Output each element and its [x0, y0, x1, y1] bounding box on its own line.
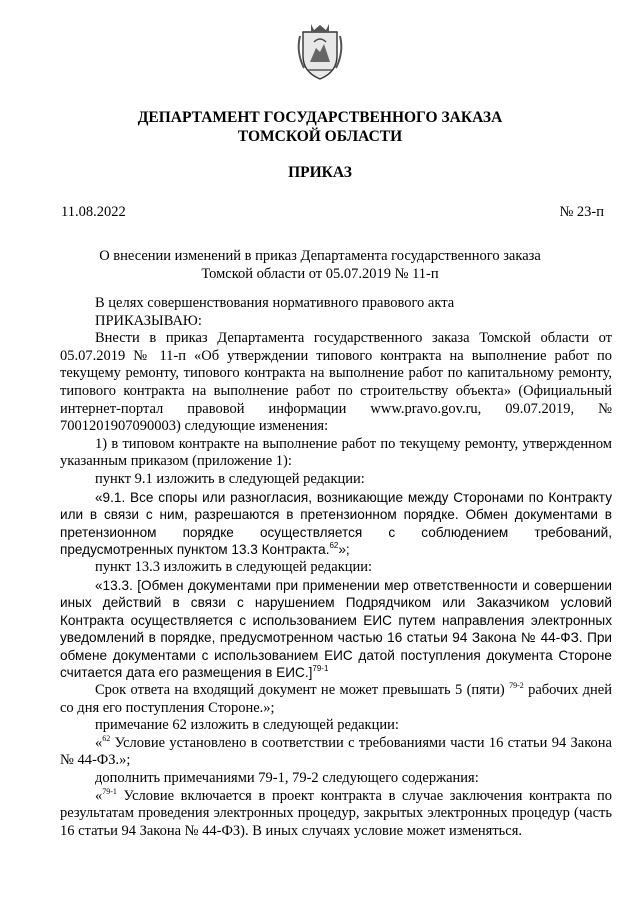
order-date: 11.08.2022 — [61, 204, 126, 220]
department-title-line2: ТОМСКОЙ ОБЛАСТИ — [237, 128, 403, 145]
paragraph-clause-13-3-text — [60, 577, 612, 683]
paragraph-note-79-1-text — [60, 788, 612, 841]
order-directive: ПРИКАЗЫВАЮ: — [95, 312, 202, 329]
coat-of-arms-icon — [294, 22, 346, 82]
order-number: № 23-п — [559, 204, 604, 220]
subject-line2: Томской области от 05.07.2019 № 11-п — [201, 266, 439, 282]
note-79-1-text: Условие включается в проект контракта в случае заключения контракта по результатам проведения электронных процедур, закрытых электронных процедур (часть 16 статьи 94 Закона № 44-ФЗ). В иных случаях условие может изменяться. — [60, 787, 612, 839]
paragraph-amend: Внести в приказ Департамента государственного заказа Томской области от 05.07.2019 № 11-п «Об утверждении типового контракта на выполнение работ по текущему ремонту, типового контракта на выполнение работ по капитальному ремонту, типового контракта на выполнение работ по строительству объекта» (Официальный интернет-портал правовой информации www.pravo.gov.ru, 09.07.2019, № 7001201907090003) следующие изменения: — [60, 330, 612, 435]
clause-9-1-end: »; — [338, 542, 350, 558]
paragraph-response-term — [60, 682, 612, 717]
document-body — [60, 295, 612, 840]
document-type: ПРИКАЗ — [288, 164, 352, 181]
paragraph-note-62-text — [60, 735, 612, 770]
paragraph-notes-79-intro: дополнить примечаниями 79-1, 79-2 следующего содержания: — [95, 770, 479, 787]
note-79-1-open: « — [95, 787, 103, 804]
response-term-text: Срок ответа на входящий документ не может превышать 5 (пяти) — [95, 682, 510, 699]
paragraph-clause-13-3-intro: пункт 13.3 изложить в следующей редакции: — [95, 558, 373, 575]
subject-line1: О внесении изменений в приказ Департамента государственного заказа — [99, 248, 541, 264]
footnote-ref-62: 62 — [329, 541, 339, 551]
paragraph-clause-9-1-text — [60, 489, 612, 559]
note-79-1-mark: 79-1 — [102, 786, 117, 796]
paragraph-item-1: 1) в типовом контракте на выполнение работ по текущему ремонту, утвержденном указанным приказом (приложение 1): — [60, 435, 612, 470]
clause-9-1-text: «9.1. Все споры или разногласия, возникающие между Сторонами по Контракту или в связи с ним, разрешаются в претензионном порядке. Обмен документами в претензионном порядке осуществляется с соблюдением требований, предусмотренных пунктом 13.3 Контракта. — [60, 489, 612, 558]
note-62-mark: 62 — [102, 733, 111, 743]
footnote-ref-79-2: 79-2 — [509, 681, 524, 691]
note-62-open: « — [95, 734, 103, 751]
preamble: В целях совершенствования нормативного правового акта — [95, 295, 455, 311]
response-term-end: рабочих дней со дня его поступления Стороне.»; — [60, 682, 612, 716]
note-62-text: Условие установлено в соответствии с требованиями части 16 статьи 94 Закона № 44-ФЗ.»; — [60, 734, 612, 769]
footnote-ref-79-1: 79-1 — [312, 664, 329, 674]
department-title-line1: ДЕПАРТАМЕНТ ГОСУДАРСТВЕННОГО ЗАКАЗА — [137, 109, 503, 126]
paragraph-clause-9-1-intro: пункт 9.1 изложить в следующей редакции: — [95, 470, 365, 487]
paragraph-note-62-intro: примечание 62 изложить в следующей редакции: — [95, 717, 399, 734]
clause-13-3-text: «13.3. [Обмен документами при применении мер ответственности и совершении иных действий в связи с нарушением Подрядчиком или Заказчиком условий Контракта осуществляется с использованием ЕИС путем направления электронных уведомлений в порядке, предусмотренном частью 16 статьи 94 Закона № 44-ФЗ. При обмене документами с использованием ЕИС датой поступления документа Стороне считается дата его размещения в ЕИС.] — [60, 577, 612, 681]
